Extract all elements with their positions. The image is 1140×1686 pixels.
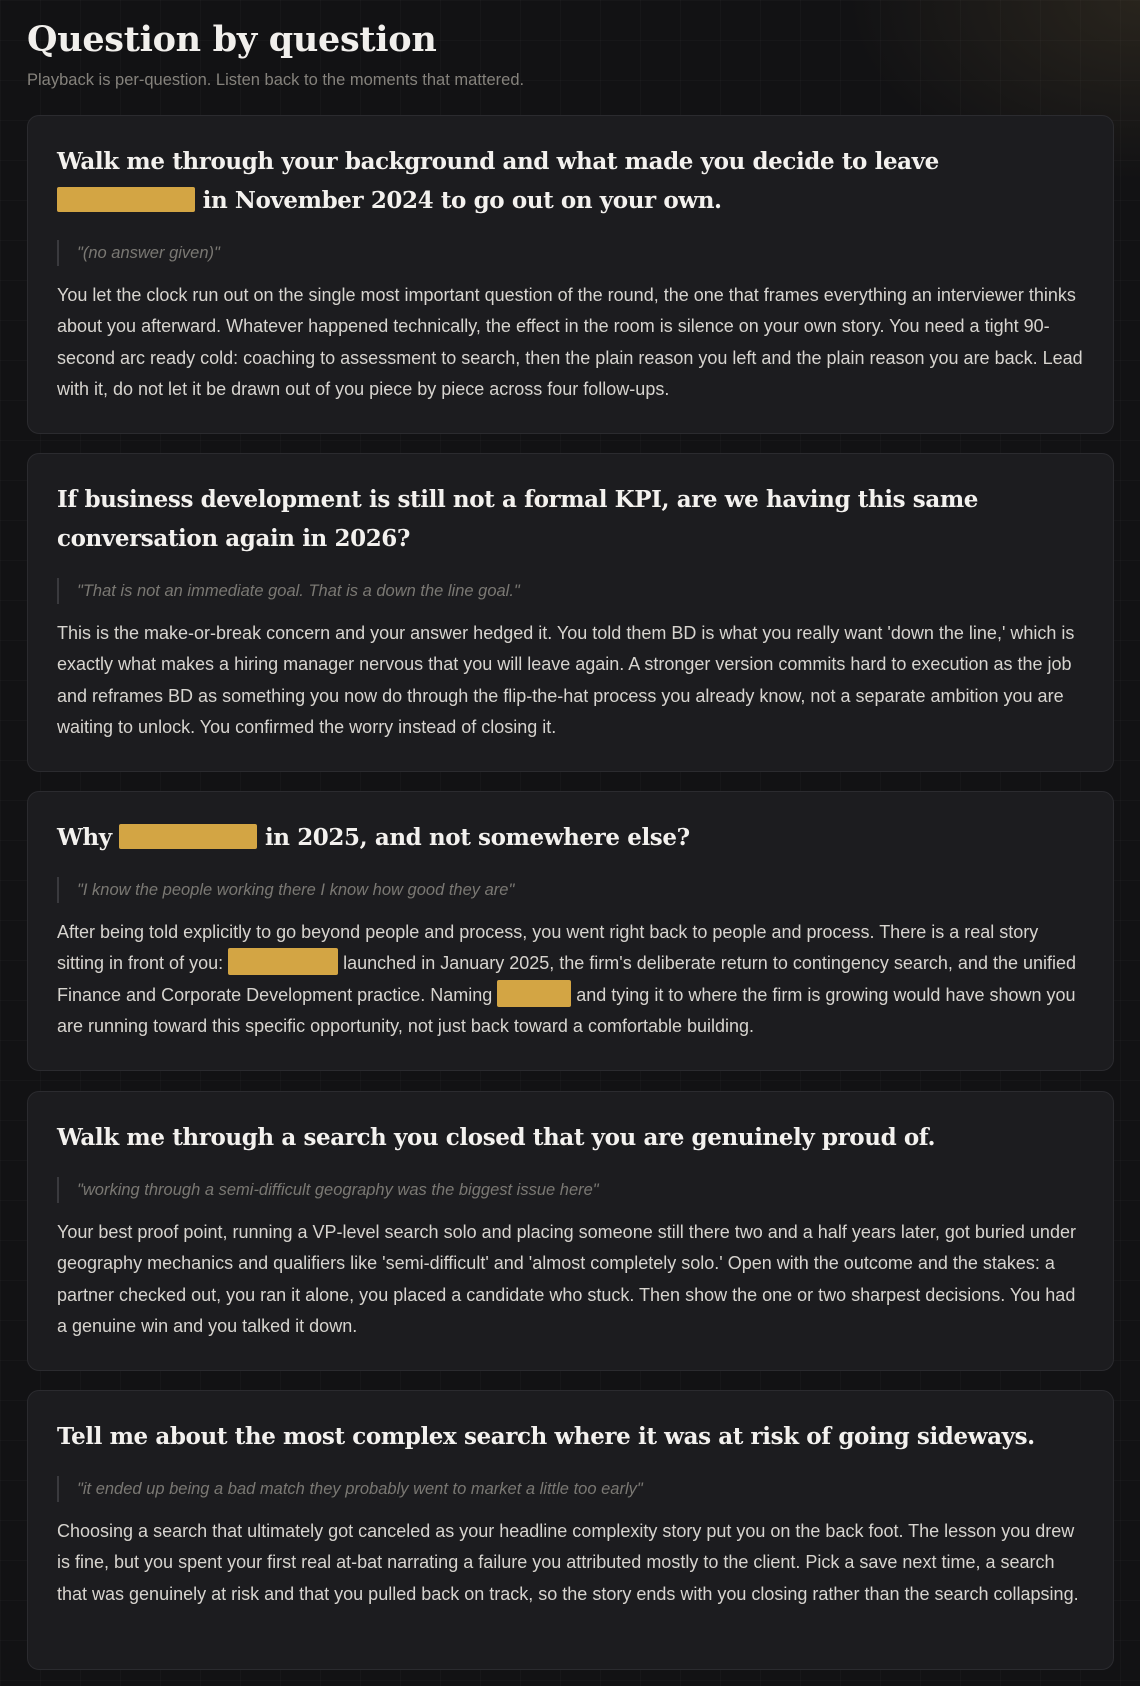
- feedback-text: Choosing a search that ultimately got canceled as your headline complexity story put you on the back foot. The lesson you drew is fine, but you spent your first real at-bat narrating a failure you attributed mostly to the client. Pick a save next time, a search that was genuinely at risk and that you pulled back on track, so the story ends with you closing rather than the search collapsing.: [57, 1521, 1079, 1604]
- question-text-end: in November 2024 to go out on your own.: [202, 187, 722, 214]
- answer-quote: "it ended up being a bad match they probably went to market a little too early": [57, 1476, 1084, 1502]
- feedback-text-part: and tying it to where the firm is growing would have shown you are running toward this specific opportunity, not just back toward a comfortable building.: [57, 984, 1076, 1036]
- question-text: [57, 818, 1084, 857]
- feedback-text: This is the make-or-break concern and your answer hedged it. You told them BD is what you really want 'down the line,' which is exactly what makes a hiring manager nervous that you will leave again. A stronger version commits hard to execution as the job and reframes BD as something you now do through the flip-the-hat process you already know, not a separate ambition you are waiting to unlock. You confirmed the worry instead of closing it.: [57, 623, 1075, 737]
- redaction-block: [497, 980, 571, 1007]
- question-text: [57, 142, 1084, 220]
- page-subtitle: Playback is per-question. Listen back to the moments that mattered.: [27, 71, 525, 89]
- question-review-page: [27, 0, 1114, 1604]
- question-text: If business development is still not a formal KPI, are we having this same conversation again in 2026?: [57, 486, 978, 552]
- redaction-block: [57, 187, 195, 212]
- question-text-start: Walk me through your background and what made you decide to leave: [57, 148, 939, 175]
- question-card[interactable]: [27, 1390, 1114, 1670]
- redaction-block: [228, 948, 338, 975]
- question-card[interactable]: [27, 1091, 1114, 1371]
- answer-quote: "I know the people working there I know how good they are": [57, 877, 1084, 903]
- answer-quote: "working through a semi-difficult geography was the biggest issue here": [57, 1177, 1084, 1203]
- question-card[interactable]: [27, 115, 1114, 434]
- question-text: Tell me about the most complex search where it was at risk of going sideways.: [57, 1423, 1035, 1450]
- feedback-text: You let the clock run out on the single most important question of the round, the one that frames everything an interviewer thinks about you afterward. Whatever happened technically, the effect in the room is silence on your own story. You need a tight 90-second arc ready cold: coaching to assessment to search, then the plain reason you left and the plain reason you are back. Lead with it, do not let it be drawn out of you piece by piece across four follow-ups.: [57, 285, 1083, 399]
- feedback-text: [57, 917, 1084, 1042]
- answer-quote: "That is not an immediate goal. That is a down the line goal.": [57, 578, 1084, 604]
- question-text-end: in 2025, and not somewhere else?: [264, 824, 690, 851]
- question-text-start: Why: [57, 824, 112, 851]
- page-title: Question by question: [27, 19, 437, 60]
- question-text: Walk me through a search you closed that you are genuinely proud of.: [57, 1124, 936, 1151]
- redaction-block: [119, 824, 257, 849]
- feedback-text-part: After being told explicitly to go beyond people and process, you went right back to people and process. There is a real story sitting in front of you:: [57, 922, 1039, 974]
- question-card[interactable]: [27, 453, 1114, 772]
- answer-quote: "(no answer given)": [57, 240, 1084, 266]
- feedback-text: Your best proof point, running a VP-level search solo and placing someone still there two and a half years later, got buried under geography mechanics and qualifiers like 'semi-difficult' and 'almost completely solo.' Open with the outcome and the stakes: a partner checked out, you ran it alone, you placed a candidate who stuck. Then show the one or two sharpest decisions. You had a genuine win and you talked it down.: [57, 1222, 1076, 1336]
- question-card[interactable]: [27, 791, 1114, 1071]
- feedback-text-part: launched in January 2025, the firm's deliberate return to contingency search, and the unified Finance and Corporate Development practice. Naming: [57, 953, 1077, 1005]
